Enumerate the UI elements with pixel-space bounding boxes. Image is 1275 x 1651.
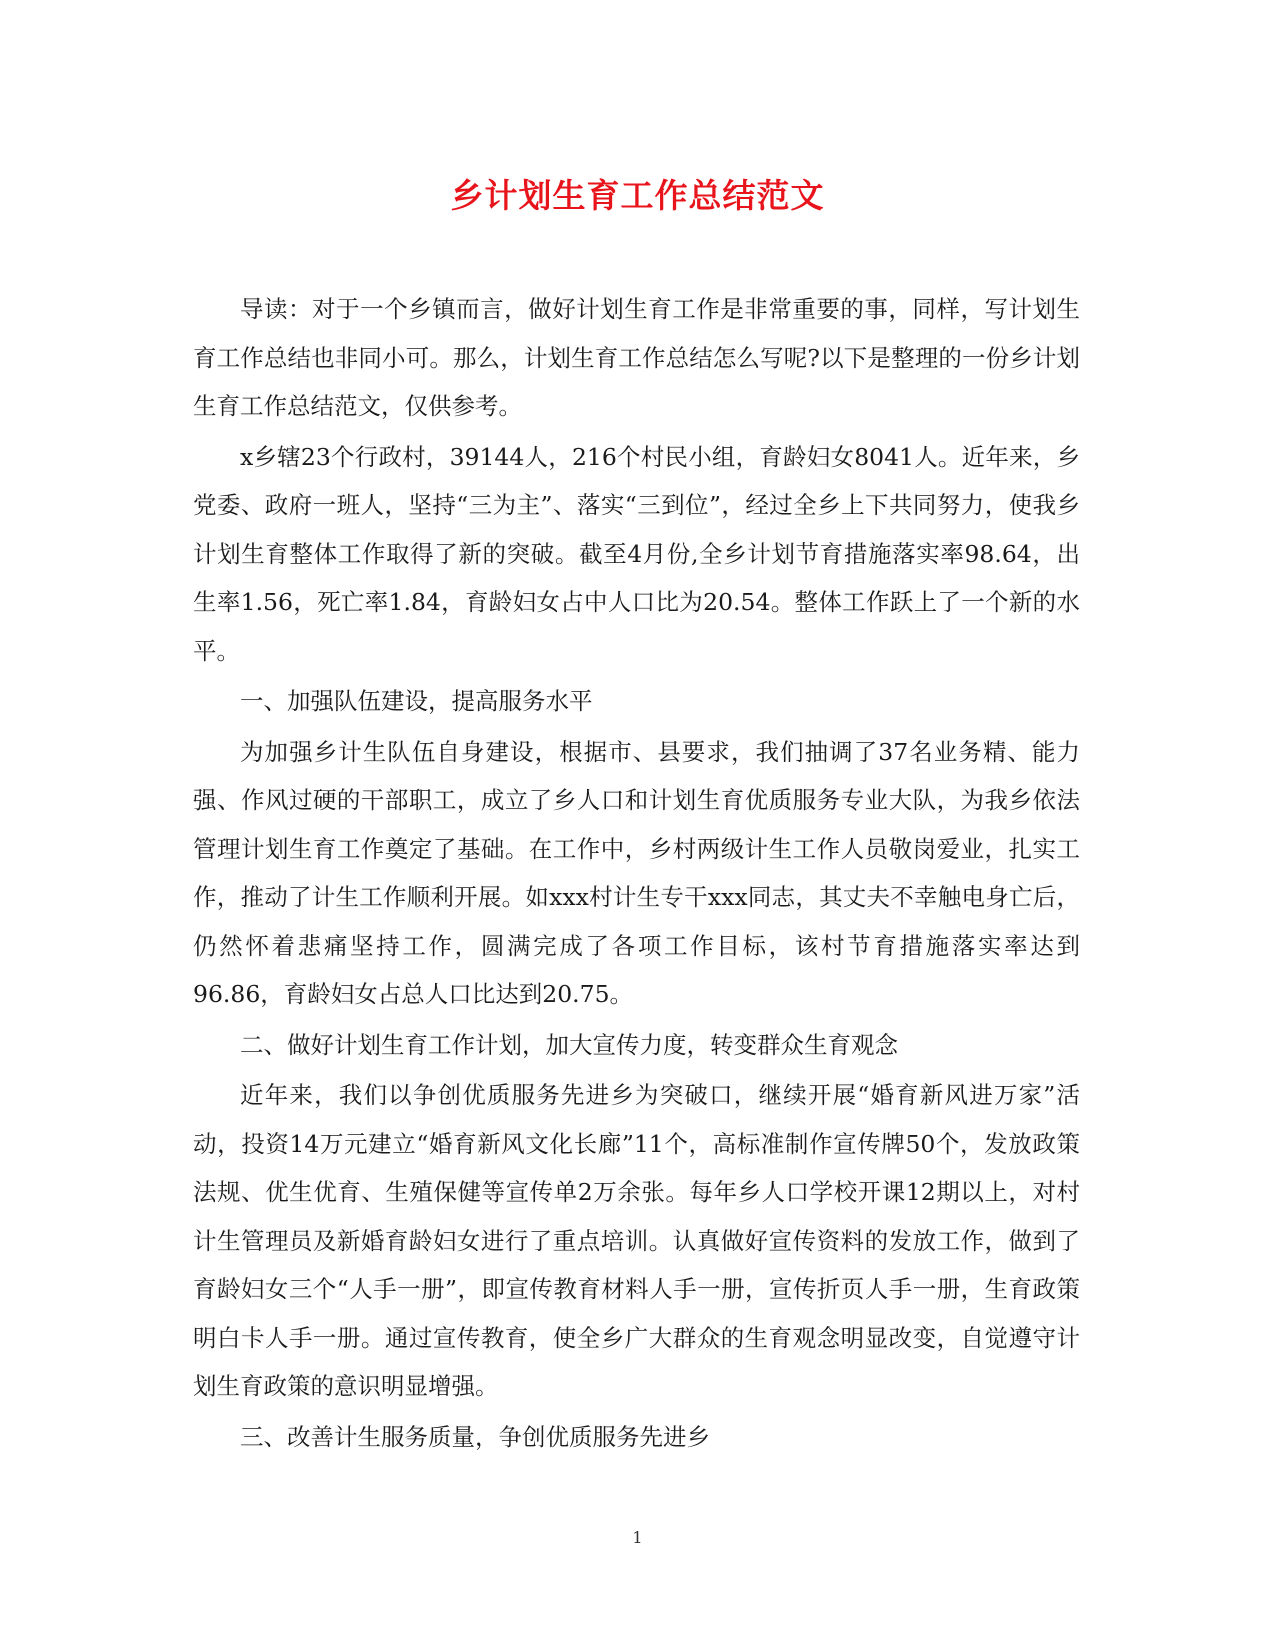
paragraph-section-1: 为加强乡计生队伍自身建设，根据市、县要求，我们抽调了37名业务精、能力强、作风过硬的干部职工，成立了乡人口和计划生育优质服务专业大队，为我乡依法管理计划生育工作奠定了基础。在工作中，乡村两级计生工作人员敬岗爱业，扎实工作，推动了计生工作顺利开展。如xxx村计生专干xxx同志，其丈夫不幸触电身亡后，仍然怀着悲痛坚持工作，圆满完成了各项工作目标，该村节育措施落实率达到96.86，育龄妇女占总人口比达到20.75。	[193, 737, 1080, 1008]
document-body	[193, 285, 1080, 1463]
section-heading-2: 二、做好计划生育工作计划，加大宣传力度，转变群众生育观念	[240, 1030, 898, 1059]
paragraph-overview: x乡辖23个行政村，39144人，216个村民小组，育龄妇女8041人。近年来，乡党委、政府一班人，坚持“三为主”、落实“三到位”，经过全乡上下共同努力，使我乡计划生育整体工作取得了新的突破。截至4月份,全乡计划节育措施落实率98.64，出生率1.56，死亡率1.84，育龄妇女占中人口比为20.54。整体工作跃上了一个新的水平。	[193, 442, 1080, 665]
section-heading-3: 三、改善计生服务质量，争创优质服务先进乡	[240, 1422, 710, 1451]
page-number: 1	[632, 1528, 643, 1547]
document-title: 乡计划生育工作总结范文	[450, 176, 825, 215]
paragraph-intro: 导读：对于一个乡镇而言，做好计划生育工作是非常重要的事，同样，写计划生育工作总结也非同小可。那么，计划生育工作总结怎么写呢?以下是整理的一份乡计划生育工作总结范文，仅供参考。	[193, 295, 1080, 420]
paragraph-section-2: 近年来，我们以争创优质服务先进乡为突破口，继续开展“婚育新风进万家”活动，投资14万元建立“婚育新风文化长廊”11个，高标准制作宣传牌50个，发放政策法规、优生优育、生殖保健等宣传单2万余张。每年乡人口学校开课12期以上，对村计生管理员及新婚育龄妇女进行了重点培训。认真做好宣传资料的发放工作，做到了育龄妇女三个“人手一册”，即宣传教育材料人手一册，宣传折页人手一册，生育政策明白卡人手一册。通过宣传教育，使全乡广大群众的生育观念明显改变，自觉遵守计划生育政策的意识明显增强。	[193, 1081, 1080, 1400]
section-heading-1: 一、加强队伍建设，提高服务水平	[240, 687, 593, 715]
